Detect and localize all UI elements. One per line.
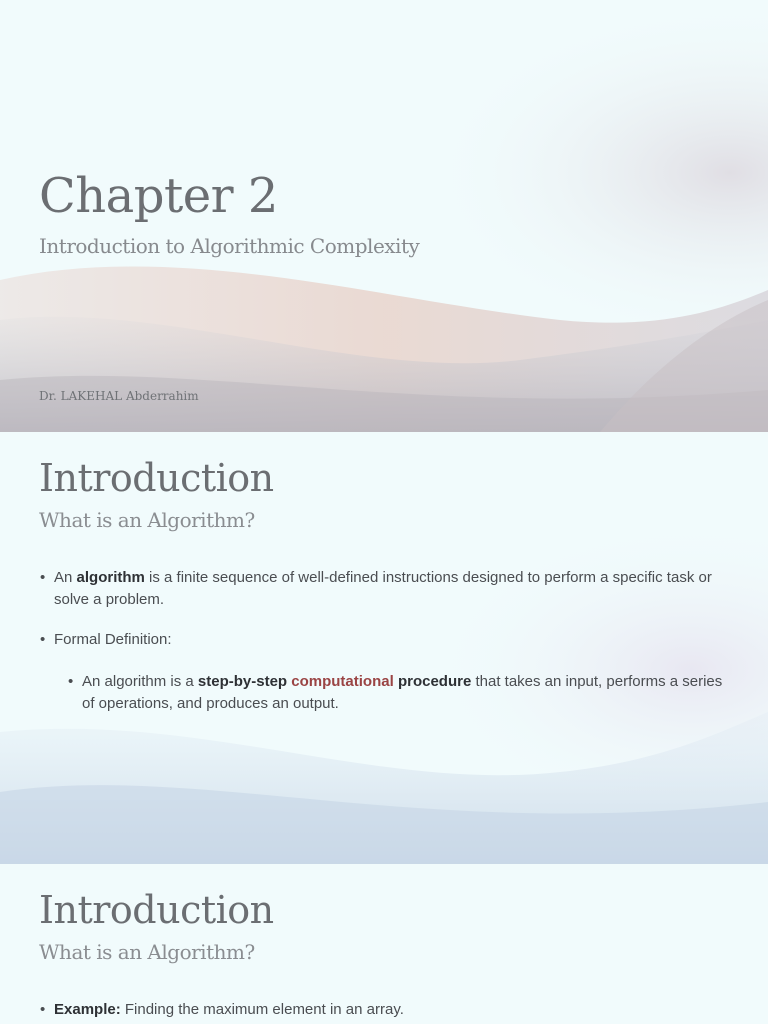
bullet-bold: algorithm: [76, 569, 145, 586]
bullet-item: [40, 629, 740, 651]
bullet-list: [40, 567, 740, 669]
bullet-text: is a finite sequence of well-defined instructions designed to perform a specific task or solve a problem.: [54, 569, 712, 608]
section-subtitle: What is an Algorithm?: [39, 508, 255, 532]
slide-introduction: [0, 432, 768, 864]
slide-title: [0, 0, 768, 432]
bullet-text: that takes an input, performs a series of operations, and produces an output.: [82, 673, 723, 712]
bullet-item: [40, 999, 740, 1021]
bullet-text: Formal Definition:: [54, 631, 172, 648]
bullet-accent: computational: [291, 673, 394, 690]
bullet-bold: step-by-step: [197, 673, 288, 690]
bullet-item: [40, 567, 740, 611]
bullet-list: [40, 999, 740, 1021]
bullet-text: Finding the maximum element in an array.: [120, 1001, 404, 1018]
chapter-subtitle: Introduction to Algorithmic Complexity: [39, 234, 420, 258]
bullet-text: An algorithm is a: [82, 673, 198, 690]
section-title: Introduction: [39, 456, 274, 500]
bullet-text: An: [54, 569, 77, 586]
section-title: Introduction: [39, 888, 274, 932]
sub-bullet-list: [68, 671, 728, 715]
chapter-title: Chapter 2: [39, 168, 278, 224]
bullet-bold: Example:: [54, 1001, 121, 1018]
bullet-bold: procedure: [397, 673, 472, 690]
author-name: Dr. LAKEHAL Abderrahim: [39, 389, 199, 403]
section-subtitle: What is an Algorithm?: [39, 940, 255, 964]
sub-bullet-item: [68, 671, 728, 715]
slide-introduction-example: [0, 864, 768, 1024]
